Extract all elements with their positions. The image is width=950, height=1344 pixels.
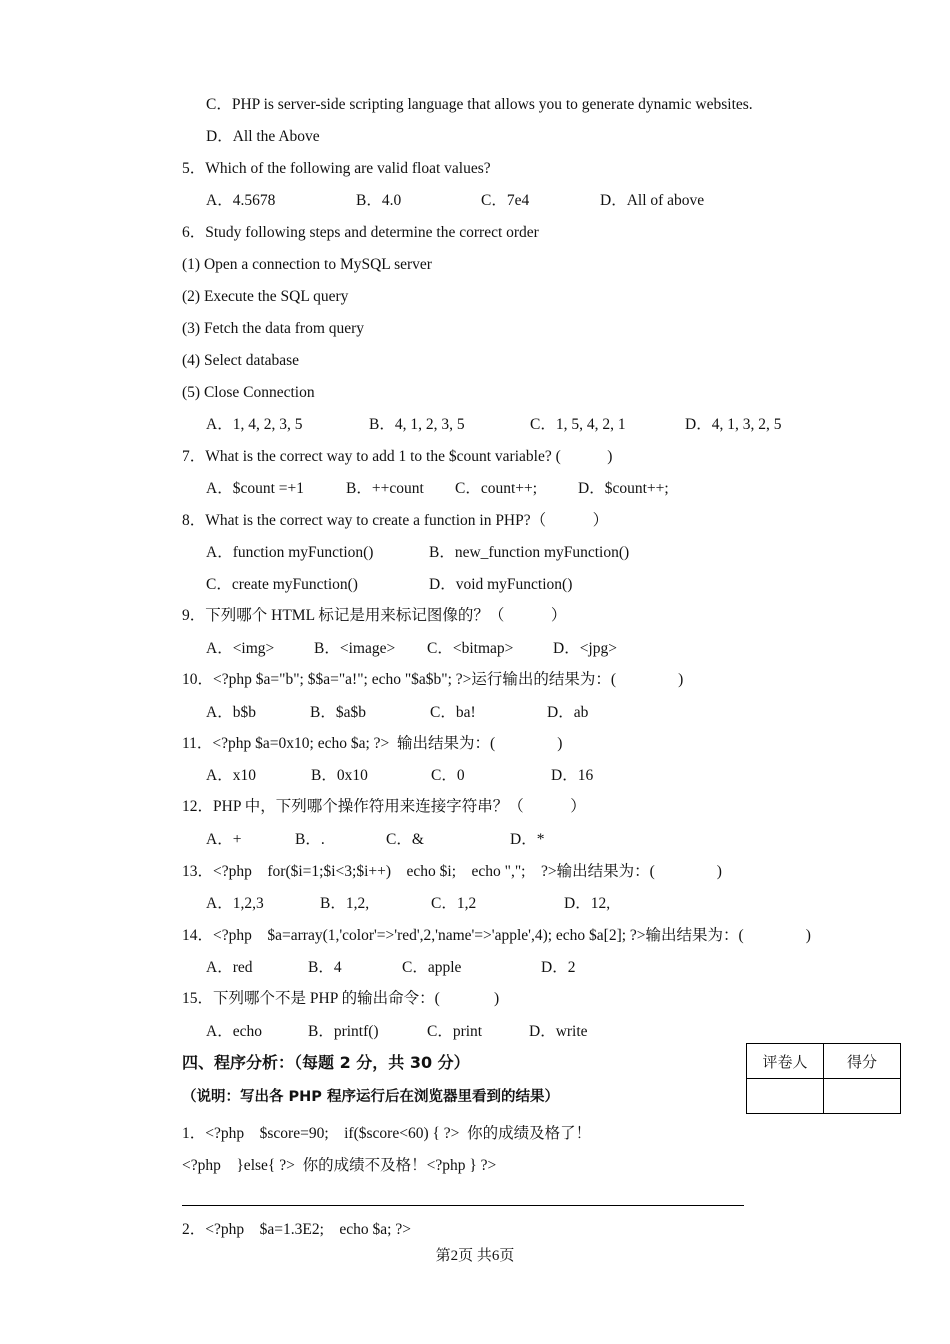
q8-option-b: B．new_function myFunction() xyxy=(429,544,630,561)
q4-option-d: D．All the Above xyxy=(206,128,320,145)
q14-option-d: D．2 xyxy=(541,959,576,976)
q8-stem: 8．What is the correct way to create a function in PHP?（ ） xyxy=(182,512,609,529)
q10-stem: 10．<?php $a="b"; $$a="a!"; echo "$a$b"; ?>运行输出的结果为：( ) xyxy=(182,671,684,688)
q6-step-3: (3) Fetch the data from query xyxy=(182,320,365,337)
program-1-line-1: 1．<?php $score=90; if($score<60) { ?> 你的成绩及格了！ xyxy=(182,1125,592,1142)
answer-line xyxy=(182,1205,744,1206)
q9-option-b: B．<image> xyxy=(314,640,396,657)
q11-option-b: B．0x10 xyxy=(311,767,368,784)
q15-stem: 15．下列哪个不是 PHP 的输出命令：( ) xyxy=(182,990,500,1007)
grader-cell xyxy=(747,1079,824,1114)
q13-stem: 13．<?php for($i=1;$i<3;$i++) echo $i; echo ","; ?>输出结果为：( ) xyxy=(182,863,722,880)
q6-stem: 6．Study following steps and determine the correct order xyxy=(182,224,539,241)
q7-option-c: C．count++; xyxy=(455,480,538,497)
q9-option-d: D．<jpg> xyxy=(553,640,617,657)
q6-option-b: B．4, 1, 2, 3, 5 xyxy=(369,416,465,433)
q14-option-a: A．red xyxy=(206,959,253,976)
q9-option-c: C．<bitmap> xyxy=(427,640,514,657)
q8-option-a: A．function myFunction() xyxy=(206,544,374,561)
q6-step-5: (5) Close Connection xyxy=(182,384,315,401)
q12-option-b: B．. xyxy=(295,831,325,848)
q10-option-a: A．b$b xyxy=(206,704,256,721)
section-4-title: 四、程序分析：（每题 2 分，共 30 分） xyxy=(182,1053,470,1072)
q12-option-a: A．+ xyxy=(206,831,242,848)
q10-option-c: C．ba! xyxy=(430,704,476,721)
q7-option-d: D．$count++; xyxy=(578,480,669,497)
q6-step-2: (2) Execute the SQL query xyxy=(182,288,349,305)
q12-stem: 12．PHP 中，下列哪个操作符用来连接字符串？（ ） xyxy=(182,798,586,815)
q5-option-a: A．4.5678 xyxy=(206,192,276,209)
q5-option-c: C．7e4 xyxy=(481,192,530,209)
q11-option-c: C．0 xyxy=(431,767,465,784)
q15-option-b: B．printf() xyxy=(308,1023,379,1040)
q12-option-c: C．& xyxy=(386,831,424,848)
grading-table xyxy=(746,1043,901,1114)
q11-option-a: A．x10 xyxy=(206,767,256,784)
q6-step-1: (1) Open a connection to MySQL server xyxy=(182,256,432,273)
q10-option-b: B．$a$b xyxy=(310,704,366,721)
q14-option-b: B．4 xyxy=(308,959,342,976)
q9-option-a: A．<img> xyxy=(206,640,275,657)
q10-option-d: D．ab xyxy=(547,704,589,721)
q11-stem: 11．<?php $a=0x10; echo $a; ?> 输出结果为：( ) xyxy=(182,735,563,752)
q13-option-a: A．1,2,3 xyxy=(206,895,264,912)
q6-option-c: C．1, 5, 4, 2, 1 xyxy=(530,416,626,433)
program-1-line-2: <?php }else{ ?> 你的成绩不及格！<?php } ?> xyxy=(182,1157,497,1174)
score-label: 得分 xyxy=(824,1044,901,1079)
q4-option-c: C．PHP is server-side scripting language that allows you to generate dynamic websites. xyxy=(206,96,753,113)
q5-stem: 5．Which of the following are valid float values? xyxy=(182,160,491,177)
score-cell xyxy=(824,1079,901,1114)
q6-step-4: (4) Select database xyxy=(182,352,300,369)
q9-stem: 9．下列哪个 HTML 标记是用来标记图像的？（ ） xyxy=(182,607,567,624)
q7-option-a: A．$count =+1 xyxy=(206,480,304,497)
q14-option-c: C．apple xyxy=(402,959,462,976)
q14-stem: 14．<?php $a=array(1,'color'=>'red',2,'name'=>'apple',4); echo $a[2]; ?>输出结果为：( ) xyxy=(182,927,811,944)
q6-option-d: D．4, 1, 3, 2, 5 xyxy=(685,416,782,433)
q7-stem: 7．What is the correct way to add 1 to the $count variable? ( ) xyxy=(182,448,613,465)
q13-option-c: C．1,2 xyxy=(431,895,477,912)
q11-option-d: D．16 xyxy=(551,767,594,784)
q12-option-d: D．* xyxy=(510,831,545,848)
page-footer: 第2页 共6页 xyxy=(435,1248,515,1264)
q15-option-a: A．echo xyxy=(206,1023,262,1040)
q8-option-d: D．void myFunction() xyxy=(429,576,573,593)
grader-label: 评卷人 xyxy=(747,1044,824,1079)
q6-option-a: A．1, 4, 2, 3, 5 xyxy=(206,416,303,433)
q5-option-b: B．4.0 xyxy=(356,192,402,209)
q15-option-d: D．write xyxy=(529,1023,588,1040)
q15-option-c: C．print xyxy=(427,1023,483,1040)
q13-option-b: B．1,2, xyxy=(320,895,370,912)
q7-option-b: B．++count xyxy=(346,480,424,497)
q13-option-d: D．12, xyxy=(564,895,611,912)
q5-option-d: D．All of above xyxy=(600,192,705,209)
q8-option-c: C．create myFunction() xyxy=(206,576,358,593)
section-4-note: （说明：写出各 PHP 程序运行后在浏览器里看到的结果） xyxy=(182,1089,559,1105)
program-2-line-1: 2．<?php $a=1.3E2; echo $a; ?> xyxy=(182,1221,411,1238)
